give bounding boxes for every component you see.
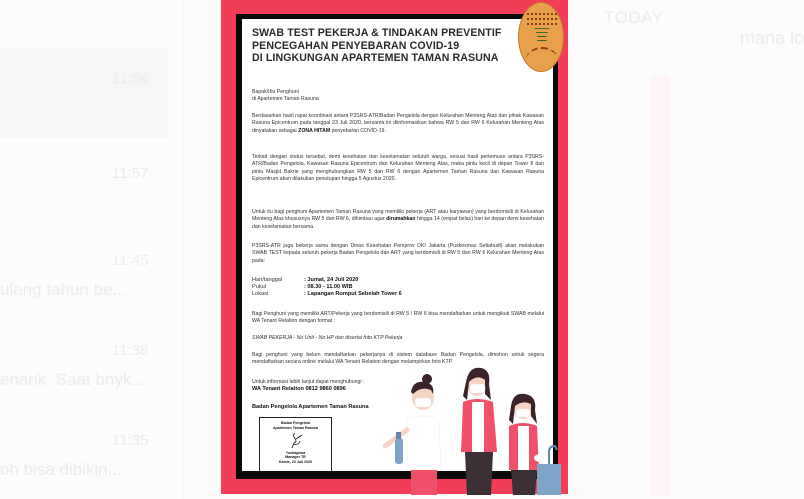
paragraph-4: P3SRS-ATR juga bekerja sama dengan Dinas Kesehatan Pemprov DKI Jakarta (Puskesmas Setiabudi) akan melakukan SWAB TEST kepada seluruh pekerja Badan Pengelola dan ART yang berdomisili di RW 5 dan RW 6 Kelurahan Menteng Atas pada: xyxy=(252,243,544,264)
schedule-value: : 08.30 - 11.00 WIB xyxy=(304,284,353,291)
salutation xyxy=(252,89,544,104)
salutation-location: di Apartemen Taman Rasuna xyxy=(252,96,319,103)
paragraph-1 xyxy=(252,113,544,135)
schedule-label: Lokasi xyxy=(252,291,269,298)
title-line: SWAB TEST PEKERJA & TINDAKAN PREVENTIF xyxy=(252,27,502,39)
conversation-time: 11:54 xyxy=(112,70,149,87)
para3-text-end: hingga 14 (empat belas) hari ke depan demi kesehatan dan keselamatan bersama. xyxy=(252,216,544,230)
title-line: DI LINGKUNGAN APARTEMEN TAMAN RASUNA xyxy=(252,52,499,65)
conversation-snippet[interactable]: oh bisa dibikin... xyxy=(0,460,122,479)
para1-text-end: penyebaran COVID-19. xyxy=(330,127,386,134)
schedule-label: Pukul xyxy=(252,284,266,291)
paragraph-2: Terkait dengan status tersebut, demi kesehatan dan keselamatan seluruh warga, sesuai hasil pertemuan antara P3SRS-ATR/Badan Pengelola, Kawasan Rasuna Epicentrum dan Kelurahan Menteng Atas, maka pintu kecil di depan Tower 8 dan pintu Masjid Bakrie yang menghubungkan RW 5 dan RW 6 dengan Apartemen Taman Rasuna dan Kawasan Rasuna Epicentrum akan dilakukan penutupan hingga 5 Agustus 2020. xyxy=(252,154,544,182)
dirumahkan-emphasis: dirumahkan xyxy=(386,216,416,223)
rw-logo-icon: ▬▬▬▬▬ ▬▬▬▬ ▬▬▬ ▬▬▬ xyxy=(518,2,564,72)
paragraph-6: Bagi penghuni yang belum mendaftarkan pekerjanya di sistem database Badan Pengelola, dimohon untuk segera mendaftarkan secara online melalui WA Tenant Relation dengan melampirkan foto KTP. xyxy=(252,352,544,366)
conversation-list xyxy=(0,0,182,499)
paragraph-3 xyxy=(252,209,544,231)
conversation-highlight xyxy=(0,48,168,138)
stamp-signer-name: Yunitaprma xyxy=(285,450,306,455)
conversation-snippet[interactable]: enarik. Saat bnyk... xyxy=(0,370,146,389)
paragraph-5: Bagi Penghuni yang memiliki ART/Pekerja yang berdomisili di RW 5 / RW 6 bisa mendaftarkan untuk mengikuti SWAB melalui WA Tenant Relation dengan format : xyxy=(252,311,544,325)
poster-title xyxy=(252,27,501,65)
contact-intro: Untuk informasi lebih lanjut dapat menghubungi : xyxy=(252,379,365,385)
stamp-signer-role: Manager TR xyxy=(285,455,306,460)
conversation-time: 11:45 xyxy=(112,252,149,269)
para1-text: Berdasarkan hasil rapat koordinasi antara P3SRS-ATR/Badan Pengelola dengan Kelurahan Menteng Atas dan pihak Kawasan Rasuna Epicentrum pada tanggal 23 Juli 2020, bersama ini diinformasikan bahwa RW 5 dan RW 6 Kelurahan Menteng Atas dinyatakan sebagai xyxy=(252,113,544,134)
background-thumbnail-edge xyxy=(650,76,670,496)
zona-hitam-emphasis: ZONA HITAM xyxy=(298,127,331,134)
swab-schedule xyxy=(252,277,402,299)
handwashing-people-illustration xyxy=(381,360,561,495)
title-line: PENCEGAHAN PENYEBARAN COVID-19 xyxy=(252,39,460,52)
pane-divider xyxy=(182,0,183,499)
contact-whatsapp: WA Tenant Relation 0812 9860 0896 xyxy=(252,386,346,393)
conversation-snippet[interactable]: ulang tahun be... xyxy=(0,280,127,299)
signoff: Badan Pengelola Apartemen Taman Rasuna xyxy=(252,404,369,410)
schedule-row xyxy=(252,284,402,291)
signature-stamp xyxy=(259,417,332,471)
para3-text: Untuk itu bagi penghuni Apartemen Taman Rasuna yang memiliki pekerja (ART atau karyawan) yang berdomisili di Kelurahan Menteng Atas khususnya RW 5 dan RW 6, dihimbau agar xyxy=(252,209,544,223)
schedule-row xyxy=(252,291,402,298)
stamp-line: Badan Pengelola xyxy=(281,421,310,425)
chat-message-preview: mana lo xyxy=(740,28,804,48)
stamp-line: Apartemen Taman Rasuna xyxy=(272,425,319,430)
conversation-time: 11:35 xyxy=(112,432,149,449)
schedule-value: : Lapangan Rumput Sebelah Tower 6 xyxy=(304,291,402,298)
schedule-label: Hari/tanggal xyxy=(252,277,283,283)
registration-format: SWAB PEKERJA - No Unit - No HP dan disertai foto KTP Pekerja xyxy=(252,335,403,341)
schedule-row xyxy=(252,277,402,284)
salutation-line: Bapak/Ibu Penghuni xyxy=(252,89,299,95)
conversation-time: 11:57 xyxy=(112,165,149,182)
signature-icon xyxy=(286,431,306,449)
conversation-time: 11:38 xyxy=(112,342,149,359)
stamp-date: Kamis, 23 Juli 2020 xyxy=(279,459,312,464)
day-separator: TODAY xyxy=(604,8,664,27)
announcement-poster[interactable] xyxy=(221,0,568,494)
schedule-value: : Jumat, 24 Juli 2020 xyxy=(304,277,359,283)
